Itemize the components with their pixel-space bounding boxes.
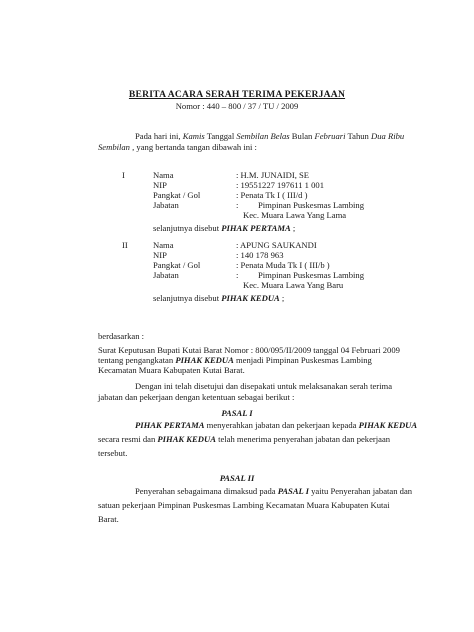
party1-label-position: Jabatan	[153, 200, 179, 210]
party1-value-nip: : 19551227 197611 1 001	[236, 180, 325, 190]
article-2-heading: PASAL II	[219, 473, 255, 483]
article-1-party: PIHAK KEDUA	[157, 434, 216, 444]
intro-line-1	[135, 131, 404, 142]
intro-day: Kamis	[182, 131, 205, 141]
basis-heading: berdasarkan :	[98, 331, 145, 341]
intro-month: Februari	[314, 131, 346, 141]
decree-text: tentang pengangkatan	[98, 355, 176, 365]
party1-reference-text: selanjutnya disebut	[153, 223, 222, 233]
party2-label-nip: NIP	[153, 250, 167, 260]
article-1-line-1	[135, 420, 417, 431]
party1-position-line-2: Kec. Muara Lawa Yang Lama	[243, 210, 347, 220]
party2-label-position: Jabatan	[153, 270, 179, 280]
article-1-text: secara resmi dan	[98, 434, 158, 444]
article-1-party: PIHAK KEDUA	[358, 420, 418, 430]
intro-line-2	[98, 142, 257, 153]
document-title: BERITA ACARA SERAH TERIMA PEKERJAAN	[128, 89, 346, 100]
party1-reference-end: ;	[290, 223, 296, 233]
article-1-party: PIHAK PERTAMA	[135, 420, 205, 430]
article-2-text: yaitu Penyerahan jabatan dan	[308, 486, 413, 496]
party2-reference-end: ;	[279, 293, 285, 303]
party1-label-rank: Pangkat / Gol	[153, 190, 201, 200]
party2-label-name: Nama	[153, 240, 174, 250]
article-1-text: telah menerima penyerahan jabatan dan pekerjaan	[215, 434, 391, 444]
intro-date: Sembilan Belas	[236, 131, 290, 141]
party2-position-line-2: Kec. Muara Lawa Yang Baru	[243, 280, 344, 290]
party2-reference-text: selanjutnya disebut	[153, 293, 222, 303]
intro-text: Bulan	[289, 131, 315, 141]
document-number: Nomor : 440 – 800 / 37 / TU / 2009	[175, 101, 299, 111]
article-1-line-2	[98, 434, 390, 445]
article-2-line-1	[135, 486, 412, 497]
party1-value-rank: : Penata Tk I ( III/d )	[236, 190, 308, 200]
party2-label-rank: Pangkat / Gol	[153, 260, 201, 270]
intro-text: Tanggal	[204, 131, 237, 141]
decree-party: PIHAK KEDUA	[175, 355, 234, 365]
article-2-line-2: satuan pekerjaan Pimpinan Puskesmas Lambing Kecamatan Muara Kabupaten Kutai	[98, 500, 390, 510]
party1-alias: PIHAK PERTAMA	[221, 223, 291, 233]
decree-line-1: Surat Keputusan Bupati Kutai Barat Nomor : 800/095/II/2009 tanggal 04 Februari 2009	[98, 345, 400, 355]
party2-reference	[153, 293, 284, 304]
party1-reference	[153, 223, 295, 234]
party2-value-name: : APUNG SAUKANDI	[236, 240, 317, 250]
article-1-heading: PASAL I	[221, 408, 253, 418]
intro-text: , yang bertanda tangan dibawah ini :	[129, 142, 257, 152]
party2-alias: PIHAK KEDUA	[221, 293, 280, 303]
party1-label-name: Nama	[153, 170, 174, 180]
decree-line-3: Kecamatan Muara Kabupaten Kutai Barat.	[98, 365, 245, 375]
decree-text: menjadi Pimpinan Puskesmas Lambing	[233, 355, 372, 365]
article-1-text: menyerahkan jabatan dan pekerjaan kepada	[204, 420, 359, 430]
intro-year: Dua Ribu	[371, 131, 405, 141]
party1-number: I	[122, 170, 125, 180]
party2-position-line-1: Pimpinan Puskesmas Lambing	[258, 270, 364, 280]
agreement-line-2: jabatan dan pekerjaan dengan ketentuan sebagai berikut :	[98, 392, 295, 402]
party1-value-position-colon: :	[236, 200, 239, 210]
intro-text: Tahun	[345, 131, 371, 141]
party2-value-rank: : Penata Muda Tk I ( III/b )	[236, 260, 330, 270]
intro-text: Pada hari ini,	[135, 131, 183, 141]
article-1-line-3: tersebut.	[98, 448, 128, 458]
article-2-line-3: Barat.	[98, 514, 119, 524]
party1-value-name: : H.M. JUNAIDI, SE	[236, 170, 310, 180]
party1-label-nip: NIP	[153, 180, 167, 190]
party2-number: II	[122, 240, 128, 250]
intro-year: Sembilan	[98, 142, 130, 152]
article-2-text: Penyerahan sebagaimana dimaksud pada	[135, 486, 278, 496]
agreement-line-1: Dengan ini telah disetujui dan disepakati untuk melaksanakan serah terima	[135, 381, 393, 391]
party2-value-nip: : 140 178 963	[236, 250, 284, 260]
party2-value-position-colon: :	[236, 270, 239, 280]
article-2-article-ref: PASAL I	[277, 486, 309, 496]
party1-position-line-1: Pimpinan Puskesmas Lambing	[258, 200, 364, 210]
